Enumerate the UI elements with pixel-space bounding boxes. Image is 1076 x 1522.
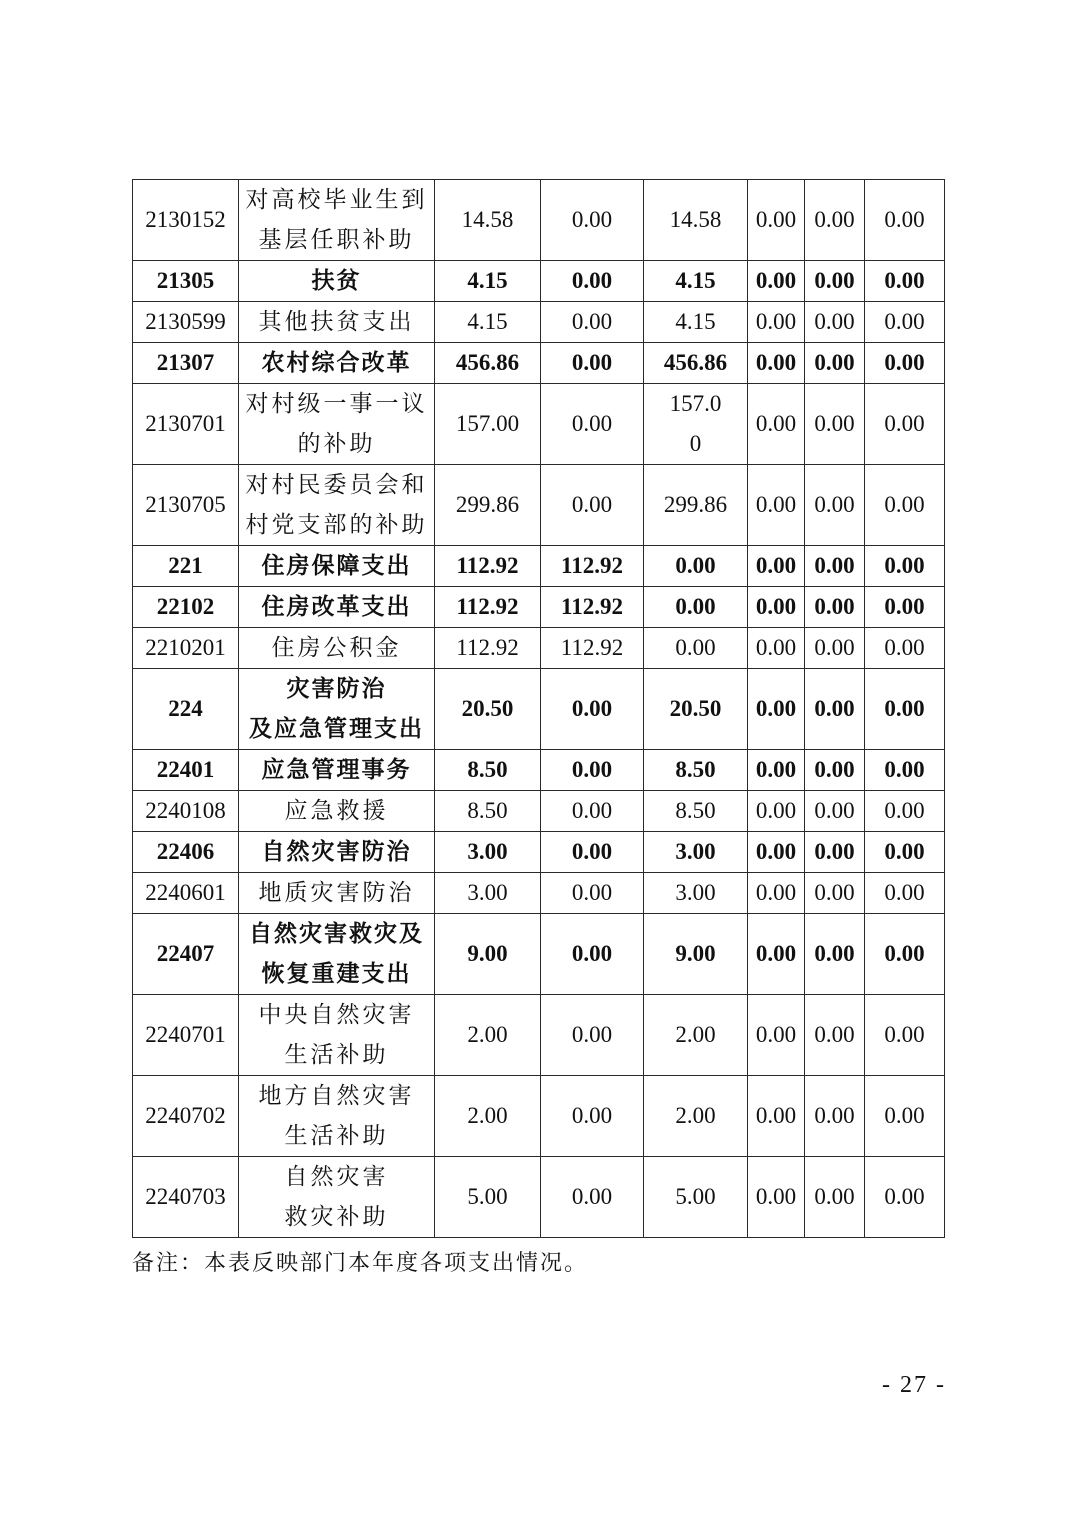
cell-code: 2240701	[133, 995, 239, 1076]
table-row	[133, 180, 945, 261]
cell-c4: 0.00	[748, 832, 805, 873]
cell-c6: 0.00	[865, 791, 945, 832]
table-row	[133, 873, 945, 914]
cell-c4: 0.00	[748, 302, 805, 343]
cell-project	[644, 546, 748, 587]
cell-name-line: 灾害防治	[286, 676, 387, 701]
cell-c6: 0.00	[865, 669, 945, 750]
cell-total: 112.92	[435, 546, 541, 587]
cell-c4: 0.00	[748, 180, 805, 261]
cell-name	[239, 873, 435, 914]
cell-name-line: 地质灾害防治	[258, 880, 415, 905]
cell-project-line: 8.50	[675, 757, 716, 782]
cell-name-line: 其他扶贫支出	[258, 309, 415, 334]
cell-name-line: 恢复重建支出	[261, 961, 412, 986]
cell-c5: 0.00	[805, 669, 865, 750]
cell-project-line: 4.15	[675, 309, 716, 334]
cell-code: 224	[133, 669, 239, 750]
cell-basic: 0.00	[541, 465, 644, 546]
cell-project-line: 299.86	[663, 492, 728, 517]
cell-c5: 0.00	[805, 750, 865, 791]
cell-basic: 112.92	[541, 546, 644, 587]
cell-name	[239, 1076, 435, 1157]
cell-code: 2130599	[133, 302, 239, 343]
cell-total: 2.00	[435, 1076, 541, 1157]
cell-project-line: 157.0	[669, 391, 722, 416]
table-row	[133, 914, 945, 995]
cell-name	[239, 995, 435, 1076]
cell-name-line: 住房保障支出	[261, 553, 412, 578]
cell-name-line: 村党支部的补助	[245, 512, 428, 537]
cell-c5: 0.00	[805, 914, 865, 995]
cell-c6: 0.00	[865, 1157, 945, 1238]
cell-total: 4.15	[435, 261, 541, 302]
cell-name-line: 应急管理事务	[261, 757, 412, 782]
cell-basic: 112.92	[541, 628, 644, 669]
cell-project-line: 5.00	[675, 1184, 716, 1209]
cell-total: 4.15	[435, 302, 541, 343]
cell-c4: 0.00	[748, 750, 805, 791]
cell-c4: 0.00	[748, 1076, 805, 1157]
cell-project	[644, 791, 748, 832]
cell-project	[644, 669, 748, 750]
cell-project	[644, 1076, 748, 1157]
table-row	[133, 587, 945, 628]
cell-project	[644, 832, 748, 873]
cell-project	[644, 302, 748, 343]
cell-c6: 0.00	[865, 343, 945, 384]
cell-basic: 112.92	[541, 587, 644, 628]
table-row	[133, 384, 945, 465]
cell-basic: 0.00	[541, 180, 644, 261]
cell-code: 2240703	[133, 1157, 239, 1238]
cell-basic: 0.00	[541, 791, 644, 832]
table-row	[133, 791, 945, 832]
cell-c6: 0.00	[865, 995, 945, 1076]
table-row	[133, 1076, 945, 1157]
cell-c4: 0.00	[748, 546, 805, 587]
cell-c5: 0.00	[805, 1157, 865, 1238]
expense-table	[132, 179, 945, 1238]
cell-c5: 0.00	[805, 587, 865, 628]
cell-name	[239, 914, 435, 995]
cell-name	[239, 180, 435, 261]
cell-total: 3.00	[435, 873, 541, 914]
cell-code: 22406	[133, 832, 239, 873]
cell-project	[644, 750, 748, 791]
table-row	[133, 261, 945, 302]
table-note: 备注：本表反映部门本年度各项支出情况。	[132, 1250, 589, 1275]
cell-basic: 0.00	[541, 1076, 644, 1157]
cell-c6: 0.00	[865, 750, 945, 791]
cell-basic: 0.00	[541, 384, 644, 465]
cell-code: 22401	[133, 750, 239, 791]
cell-name-line: 对村级一事一议	[245, 391, 428, 416]
cell-name	[239, 343, 435, 384]
cell-project	[644, 384, 748, 465]
cell-basic: 0.00	[541, 995, 644, 1076]
cell-c5: 0.00	[805, 343, 865, 384]
cell-name	[239, 669, 435, 750]
cell-c4: 0.00	[748, 343, 805, 384]
cell-c4: 0.00	[748, 465, 805, 546]
cell-code: 2240601	[133, 873, 239, 914]
table-row	[133, 343, 945, 384]
cell-name	[239, 628, 435, 669]
cell-project-line: 0.00	[675, 635, 716, 660]
cell-c5: 0.00	[805, 180, 865, 261]
cell-name-line: 救灾补助	[284, 1204, 389, 1229]
cell-c4: 0.00	[748, 628, 805, 669]
cell-c5: 0.00	[805, 384, 865, 465]
cell-name	[239, 302, 435, 343]
cell-c6: 0.00	[865, 914, 945, 995]
cell-project-line: 4.15	[675, 268, 716, 293]
cell-code: 21305	[133, 261, 239, 302]
cell-basic: 0.00	[541, 914, 644, 995]
cell-name-line: 生活补助	[284, 1123, 389, 1148]
cell-c6: 0.00	[865, 1076, 945, 1157]
cell-c5: 0.00	[805, 995, 865, 1076]
table-row	[133, 465, 945, 546]
cell-name-line: 基层任职补助	[258, 227, 415, 252]
cell-c4: 0.00	[748, 261, 805, 302]
cell-project	[644, 343, 748, 384]
cell-c4: 0.00	[748, 384, 805, 465]
cell-c6: 0.00	[865, 180, 945, 261]
cell-name	[239, 465, 435, 546]
cell-name-line: 的补助	[297, 431, 376, 456]
cell-project	[644, 465, 748, 546]
table-row	[133, 832, 945, 873]
cell-c4: 0.00	[748, 669, 805, 750]
cell-c5: 0.00	[805, 628, 865, 669]
cell-total: 5.00	[435, 1157, 541, 1238]
cell-basic: 0.00	[541, 343, 644, 384]
cell-total: 20.50	[435, 669, 541, 750]
cell-total: 8.50	[435, 791, 541, 832]
cell-c6: 0.00	[865, 465, 945, 546]
table-row	[133, 669, 945, 750]
cell-c4: 0.00	[748, 873, 805, 914]
cell-name	[239, 1157, 435, 1238]
cell-code: 221	[133, 546, 239, 587]
cell-project-line: 2.00	[675, 1103, 716, 1128]
cell-c4: 0.00	[748, 995, 805, 1076]
cell-project-line: 20.50	[669, 696, 722, 721]
cell-code: 2210201	[133, 628, 239, 669]
cell-name	[239, 587, 435, 628]
cell-basic: 0.00	[541, 669, 644, 750]
cell-c6: 0.00	[865, 587, 945, 628]
cell-c5: 0.00	[805, 873, 865, 914]
cell-c4: 0.00	[748, 914, 805, 995]
table-row	[133, 750, 945, 791]
cell-name-line: 应急救援	[284, 798, 389, 823]
cell-total: 8.50	[435, 750, 541, 791]
table-row	[133, 546, 945, 587]
table-row	[133, 302, 945, 343]
cell-project	[644, 995, 748, 1076]
cell-name-line: 住房公积金	[271, 635, 402, 660]
cell-name-line: 自然灾害防治	[261, 839, 412, 864]
cell-project-line: 456.86	[663, 350, 728, 375]
cell-project-line: 2.00	[675, 1022, 716, 1047]
cell-c5: 0.00	[805, 791, 865, 832]
cell-name	[239, 384, 435, 465]
cell-total: 14.58	[435, 180, 541, 261]
cell-c5: 0.00	[805, 1076, 865, 1157]
cell-c6: 0.00	[865, 873, 945, 914]
cell-name-line: 农村综合改革	[261, 350, 412, 375]
cell-c5: 0.00	[805, 261, 865, 302]
cell-c4: 0.00	[748, 791, 805, 832]
cell-project	[644, 180, 748, 261]
cell-code: 2240702	[133, 1076, 239, 1157]
cell-name-line: 自然灾害救灾及	[249, 921, 424, 946]
cell-code: 2130152	[133, 180, 239, 261]
cell-total: 2.00	[435, 995, 541, 1076]
cell-project-line: 8.50	[675, 798, 716, 823]
cell-name	[239, 832, 435, 873]
table-row	[133, 628, 945, 669]
cell-c6: 0.00	[865, 302, 945, 343]
table-row	[133, 1157, 945, 1238]
cell-c6: 0.00	[865, 628, 945, 669]
cell-project-line: 0.00	[675, 594, 716, 619]
cell-c5: 0.00	[805, 832, 865, 873]
cell-name-line: 中央自然灾害	[258, 1002, 415, 1027]
cell-basic: 0.00	[541, 261, 644, 302]
cell-code: 22102	[133, 587, 239, 628]
cell-name-line: 地方自然灾害	[258, 1083, 415, 1108]
cell-basic: 0.00	[541, 302, 644, 343]
cell-code: 2130701	[133, 384, 239, 465]
cell-project	[644, 914, 748, 995]
cell-code: 2240108	[133, 791, 239, 832]
cell-project	[644, 1157, 748, 1238]
cell-project-line: 3.00	[675, 839, 716, 864]
cell-c6: 0.00	[865, 261, 945, 302]
cell-name-line: 生活补助	[284, 1042, 389, 1067]
cell-project	[644, 587, 748, 628]
cell-c6: 0.00	[865, 546, 945, 587]
table-body	[133, 180, 945, 1238]
cell-c4: 0.00	[748, 587, 805, 628]
cell-project-line: 9.00	[675, 941, 716, 966]
cell-c6: 0.00	[865, 832, 945, 873]
cell-code: 21307	[133, 343, 239, 384]
cell-project	[644, 628, 748, 669]
cell-name-line: 对高校毕业生到	[245, 187, 428, 212]
cell-basic: 0.00	[541, 832, 644, 873]
cell-name	[239, 750, 435, 791]
cell-total: 456.86	[435, 343, 541, 384]
cell-code: 22407	[133, 914, 239, 995]
cell-basic: 0.00	[541, 1157, 644, 1238]
cell-c5: 0.00	[805, 465, 865, 546]
cell-total: 299.86	[435, 465, 541, 546]
cell-project	[644, 873, 748, 914]
cell-c4: 0.00	[748, 1157, 805, 1238]
cell-total: 9.00	[435, 914, 541, 995]
cell-name	[239, 546, 435, 587]
cell-project-line: 0.00	[675, 553, 716, 578]
cell-name-line: 及应急管理支出	[249, 716, 424, 741]
cell-project	[644, 261, 748, 302]
cell-name-line: 扶贫	[311, 268, 362, 293]
cell-name-line: 对村民委员会和	[245, 472, 428, 497]
cell-total: 157.00	[435, 384, 541, 465]
cell-name	[239, 791, 435, 832]
cell-project-line: 0	[689, 431, 702, 456]
page-number: - 27 -	[882, 1372, 946, 1398]
cell-c6: 0.00	[865, 384, 945, 465]
cell-total: 112.92	[435, 587, 541, 628]
cell-project-line: 14.58	[669, 207, 722, 232]
cell-name	[239, 261, 435, 302]
cell-basic: 0.00	[541, 750, 644, 791]
cell-total: 3.00	[435, 832, 541, 873]
cell-c5: 0.00	[805, 546, 865, 587]
cell-total: 112.92	[435, 628, 541, 669]
cell-project-line: 3.00	[675, 880, 716, 905]
cell-c5: 0.00	[805, 302, 865, 343]
cell-basic: 0.00	[541, 873, 644, 914]
table-row	[133, 995, 945, 1076]
cell-name-line: 自然灾害	[284, 1164, 389, 1189]
cell-name-line: 住房改革支出	[261, 594, 412, 619]
cell-code: 2130705	[133, 465, 239, 546]
